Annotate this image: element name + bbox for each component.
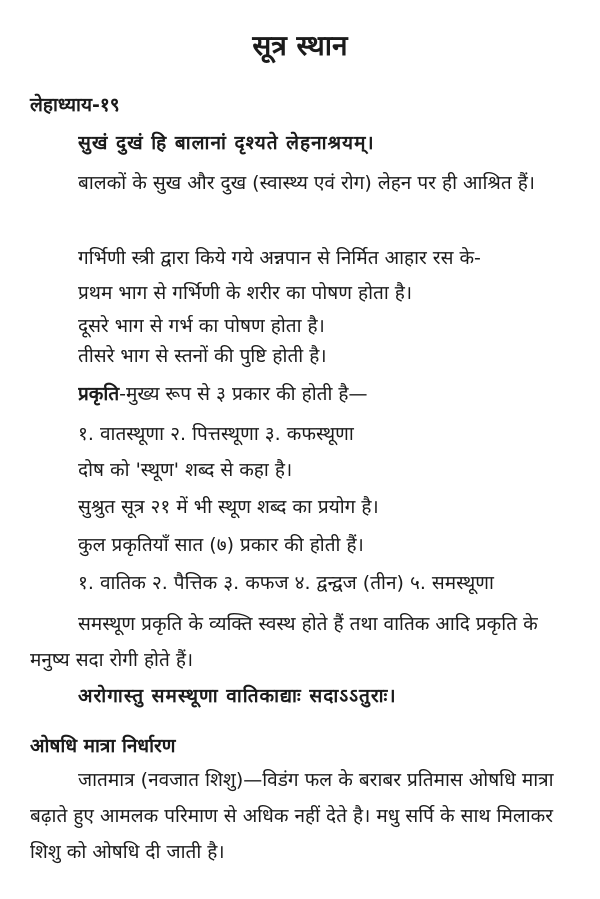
paragraph-7: सुश्रुत सूत्र २१ में भी स्थूण शब्द का प्रयोग है। [78,496,379,518]
prakriti-label: प्रकृति [78,383,120,405]
paragraph-9: १. वातिक २. पैत्तिक ३. कफज ४. द्वन्द्वज (तीन) ५. समस्थूणा [78,572,494,594]
page-title: सूत्र स्थान [252,29,348,62]
chapter-heading: लेहाध्याय-१९ [30,94,120,116]
paragraph-4: दूसरे भाग से गर्भ का पोषण होता है। [78,315,325,337]
paragraph-10: समस्थूण प्रकृति के व्यक्ति स्वस्थ होते हैं तथा वातिक आदि प्रकृति के मनुष्य सदा रोगी होते हैं। [30,613,538,671]
verse-2: अरोगास्तु समस्थूणा वातिकाद्याः सदाऽऽतुराः। [78,685,397,707]
paragraph-11: जातमात्र (नवजात शिशु)—विडंग फल के बराबर प्रतिमास ओषधि मात्रा बढ़ाते हुए आमलक परिमाण से अधिक नहीं देते है। मधु सर्पि के साथ मिलाकर शिशु को ओषधि दी जाती है। [30,769,554,863]
paragraph-2: गर्भिणी स्त्री द्वारा किये गये अन्नपान से निर्मित आहार रस के- [78,247,481,269]
verse-1: सुखं दुखं हि बालानां दृश्यते लेहनाश्रयम्। [78,132,375,154]
paragraph-8: कुल प्रकृतियाँ सात (७) प्रकार की होती हैं। [78,534,364,556]
prakriti-text: -मुख्य रूप से ३ प्रकार की होती है— [119,383,368,405]
paragraph-1: बालकों के सुख और दुख (स्वास्थ्य एवं रोग) लेहन पर ही आश्रित हैं। [78,172,535,194]
paragraph-5: तीसरे भाग से स्तनों की पुष्टि होती है। [78,345,327,367]
paragraph-3: प्रथम भाग से गर्भिणी के शरीर का पोषण होता है। [78,282,413,304]
prakriti-line [78,381,582,407]
paragraph-6: दोष को 'स्थूण' शब्द से कहा है। [78,459,293,481]
section-heading: ओषधि मात्रा निर्धारण [30,735,176,757]
prakriti-list: १. वातस्थूणा २. पित्तस्थूणा ३. कफस्थूणा [78,423,354,445]
